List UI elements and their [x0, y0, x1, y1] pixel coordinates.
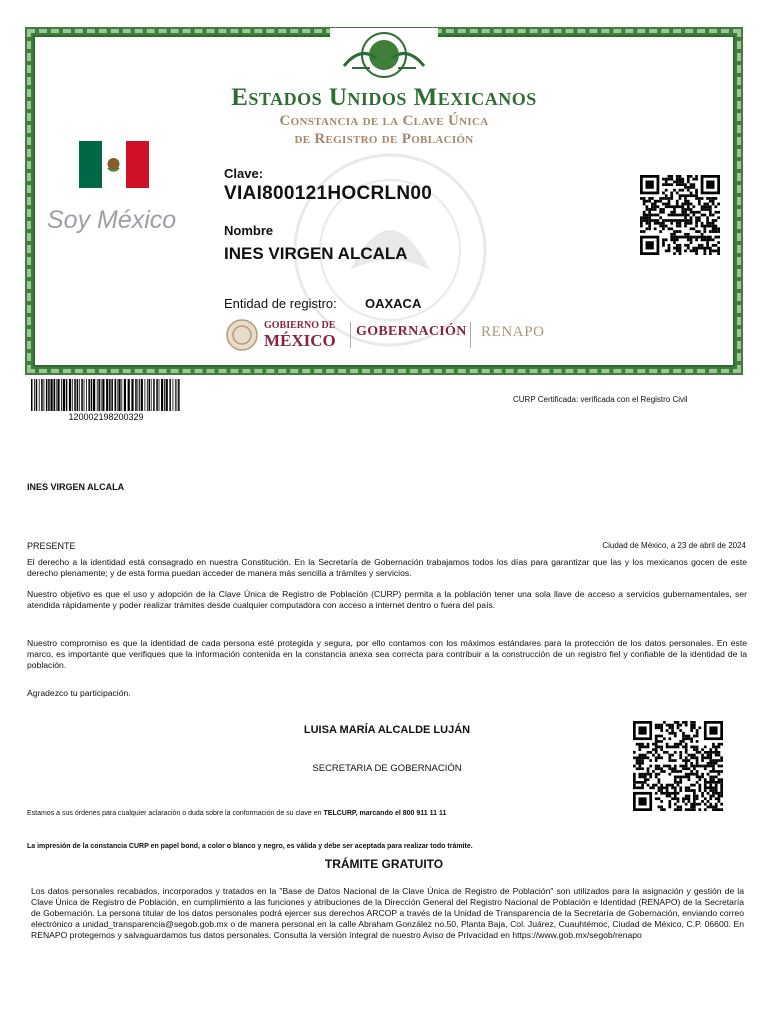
- certified-note: CURP Certificada: verificada con el Registro Civil: [513, 395, 688, 404]
- tramite-gratuito: TRÁMITE GRATUITO: [324, 857, 444, 871]
- letter-date: Ciudad de México, a 23 de abril de 2024: [602, 541, 746, 550]
- letter-presente: PRESENTE: [27, 541, 76, 551]
- letter-paragraph-3: Nuestro compromiso es que la identidad de cada persona esté protegida y segura, por ello contamos con los máximos estándares para la protección de los datos personales. En este marco, es importante que verifiques que la información contenida en la constancia anexa sea correcta para contribuir a la construcción de un registro fiel y confiable de la identidad de la población.: [27, 638, 747, 670]
- gobierno-logo-line2: MÉXICO: [264, 331, 336, 350]
- curp-value: VIAI800121HOCRLN00: [224, 183, 433, 204]
- nombre-label: Nombre: [224, 223, 274, 238]
- letter-thanks: Agradezco tu participación.: [27, 688, 131, 698]
- contact-line: [27, 810, 446, 817]
- gobernacion-logo: GOBERNACIÓN: [356, 324, 467, 339]
- country-title: Estados Unidos Mexicanos: [231, 84, 537, 111]
- print-validity-note: La impresión de la constancia CURP en papel bond, a color o blanco y negro, es válida y debe ser aceptada para realizar todo trámite.: [27, 843, 473, 850]
- privacy-notice: Los datos personales recabados, incorporados y tratados en la "Base de Datos Nacional de la Clave Única de Registro de Población" son utilizados para la asignación y gestión de la Clave Única de Registro de Población, en cumplimiento a las funciones y atribuciones de la Dirección General del Registro Nacional de Población e Identidad (RENAPO) de la Secretaría de Gobernación. La persona titular de los datos personales podrá ejercer sus derechos ARCOP a través de la Unidad de Transparencia de la Secretaría de Gobernación, enviando correo electrónico a unidad_transparencia@segob.gob.mx o de manera personal en la calle Abraham González no.50, Planta Baja, Col. Juárez, Cuauhtémoc, Ciudad de México, C.P. 06600. En RENAPO protegemos y salvaguardamos tus datos personales. Consulta la versión íntegral de nuestro Aviso de Privacidad en https://www.gob.mx/segob/renapo: [31, 886, 744, 940]
- entidad-value: OAXACA: [365, 296, 422, 311]
- renapo-logo: RENAPO: [481, 324, 545, 340]
- qr-code-icon: [633, 721, 723, 811]
- signer-title: SECRETARIA DE GOBERNACIÓN: [312, 763, 462, 774]
- logo-divider: [350, 322, 351, 348]
- entidad-label: Entidad de registro:: [224, 296, 337, 311]
- gobierno-de-mexico-logo: [226, 319, 344, 351]
- document-subtitle-line2: de Registro de Población: [294, 131, 474, 147]
- document-subtitle-line1: Constancia de la Clave Única: [279, 113, 489, 129]
- signer-name: LUISA MARÍA ALCALDE LUJÁN: [303, 724, 471, 736]
- contact-text: Estamos a sus órdenes para cualquier aclaración o duda sobre la conformación de su clave en: [27, 810, 324, 817]
- telcurp-phone: TELCURP, marcando el 800 911 11 11: [323, 810, 447, 817]
- qr-code-icon: [640, 175, 720, 255]
- letter-recipient: INES VIRGEN ALCALA: [27, 482, 125, 492]
- clave-label: Clave:: [224, 166, 264, 181]
- gobierno-logo-line1: GOBIERNO DE: [264, 320, 336, 331]
- barcode-number: 120002198200329: [68, 412, 144, 422]
- letter-paragraph-2: Nuestro objetivo es que el uso y adopción de la Clave Única de Registro de Población (CURP) permita a la población tener una sola llave de acceso a servicios gubernamentales, ser atendida rápidamente y poder realizar trámites desde cualquier computadora con acceso a internet dentro o fuera del país.: [27, 589, 747, 610]
- letter-paragraph-1: El derecho a la identidad está consagrado en nuestra Constitución. En la Secretaría de Gobernación trabajamos todos los días para garantizar que las y los mexicanos gocen de este derecho plenamente; y de esta forma puedan acceder de manera más sencilla a trámites y servicios.: [27, 557, 747, 578]
- barcode-icon: [31, 379, 181, 411]
- nombre-value: INES VIRGEN ALCALA: [224, 244, 408, 263]
- gobierno-seal-icon: [226, 319, 258, 351]
- mexico-flag-icon: [79, 141, 149, 188]
- national-crest-icon: [330, 28, 438, 82]
- soy-mexico-slogan: Soy México: [47, 206, 177, 234]
- logo-divider: [470, 322, 471, 348]
